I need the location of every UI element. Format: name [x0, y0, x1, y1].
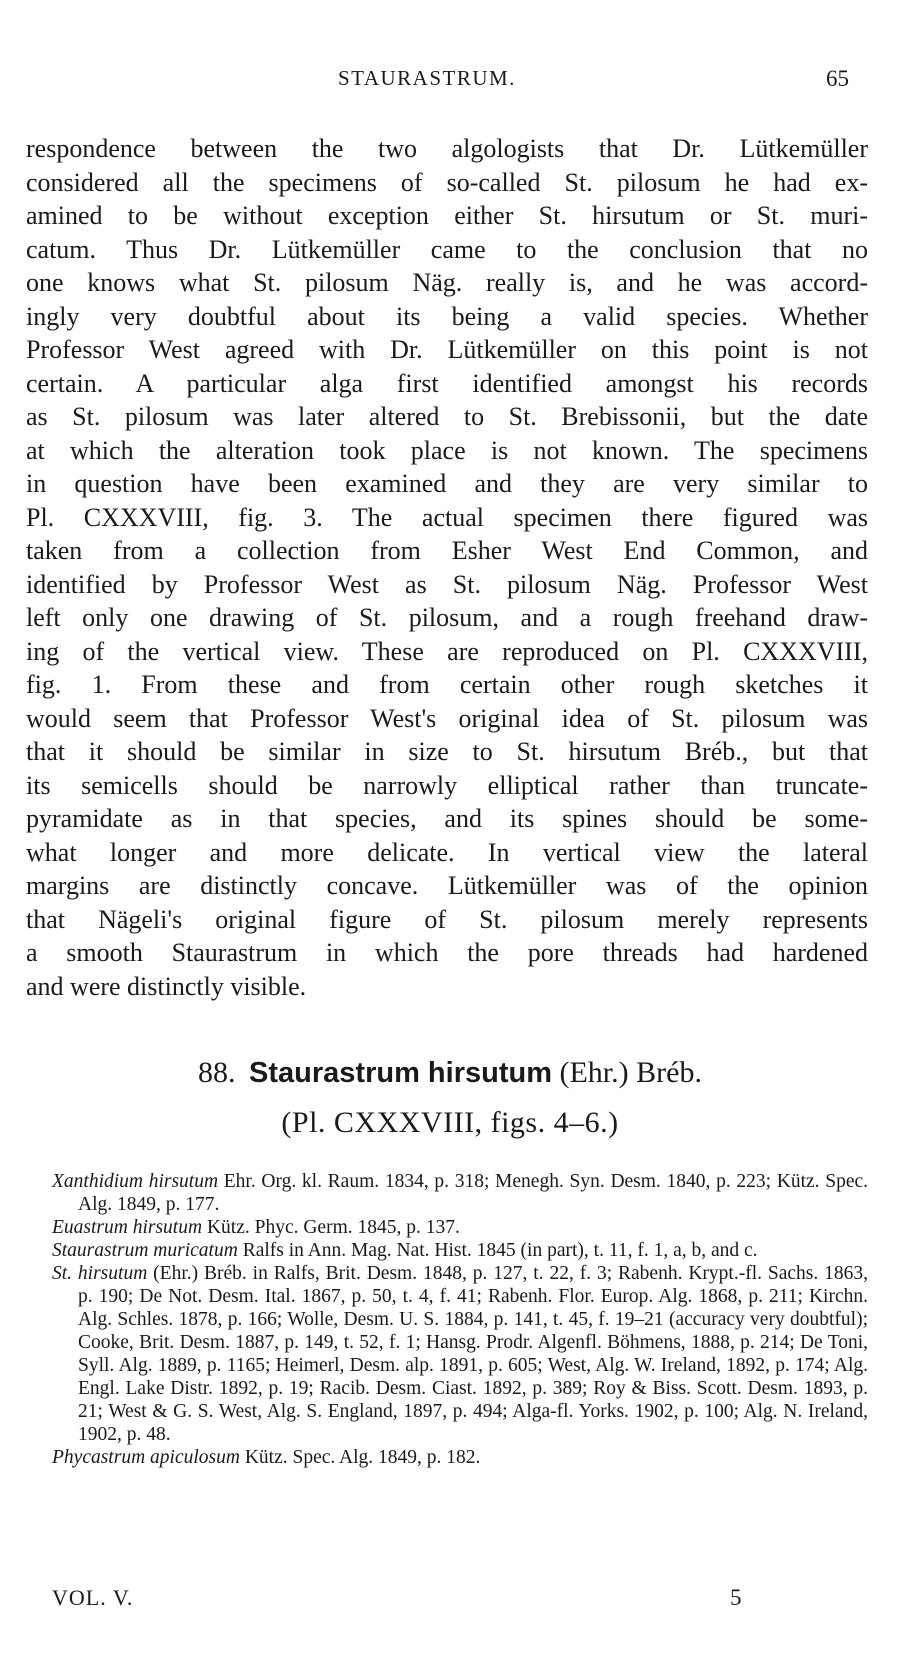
- page-number: 65: [826, 66, 849, 91]
- body-line: certain. A particular alga first identified amongst his records: [26, 368, 868, 398]
- body-line: ing of the vertical view. These are reproduced on Pl. CXXXVIII,: [26, 636, 868, 666]
- synonymy-entry: [52, 1262, 868, 1446]
- synonym-citation: Kütz. Phyc. Germ. 1845, p. 137.: [202, 1217, 460, 1238]
- synonymy-entry: [52, 1446, 868, 1469]
- body-line: and were distinctly visible.: [26, 971, 307, 1001]
- body-line: at which the alteration took place is not known. The specimens: [26, 435, 868, 465]
- running-title: STAURASTRUM.: [338, 66, 516, 90]
- synonymy-entry: [52, 1239, 868, 1262]
- body-line: pyramidate as in that species, and its spines should be some-: [26, 804, 868, 833]
- species-heading: [0, 1056, 900, 1090]
- body-line: as St. pilosum was later altered to St. Brebissonii, but the date: [26, 402, 868, 431]
- body-line: taken from a collection from Esher West End Common, and: [26, 536, 868, 565]
- body-line: identified by Professor West as St. pilosum Näg. Professor West: [26, 569, 868, 599]
- page-footer: [0, 1585, 900, 1625]
- synonymy-list: [52, 1170, 868, 1469]
- body-line: would seem that Professor West's original idea of St. pilosum was: [26, 703, 868, 733]
- synonym-taxon: Xanthidium hirsutum: [52, 1171, 219, 1192]
- synonym-citation: Ralfs in Ann. Mag. Nat. Hist. 1845 (in part), t. 11, f. 1, a, b, and c.: [237, 1240, 758, 1261]
- body-line: fig. 1. From these and from certain other rough sketches it: [26, 670, 868, 699]
- volume-mark: VOL. V.: [52, 1585, 134, 1610]
- body-line: Pl. CXXXVIII, fig. 3. The actual specimen there figured was: [26, 502, 868, 532]
- body-line: that it should be similar in size to St. hirsutum Bréb., but that: [26, 737, 868, 766]
- body-line: Professor West agreed with Dr. Lütkemüller on this point is not: [26, 335, 868, 364]
- body-line: considered all the specimens of so-called St. pilosum he had ex-: [26, 167, 868, 197]
- synonym-taxon: Euastrum hirsutum: [52, 1217, 203, 1238]
- body-line: one knows what St. pilosum Näg. really is, and he was accord-: [26, 268, 868, 297]
- species-name: Staurastrum hirsutum: [249, 1057, 552, 1089]
- synonym-taxon: Phycastrum apiculosum: [52, 1447, 240, 1468]
- plate-reference: (Pl. CXXXVIII, figs. 4–6.): [281, 1106, 619, 1139]
- synonym-citation: Ehr. Org. kl. Raum. 1834, p. 318; Menegh. Syn. Desm. 1840, p. 223; Kütz. Spec. Alg. 1849, p. 177.: [78, 1171, 869, 1215]
- body-line: catum. Thus Dr. Lütkemüller came to the conclusion that no: [26, 234, 868, 264]
- species-authority: (Ehr.) Bréb.: [559, 1056, 702, 1089]
- body-line: amined to be without exception either St. hirsutum or St. muri-: [26, 201, 868, 230]
- body-line: ingly very doubtful about its being a valid species. Whether: [26, 301, 868, 331]
- body-line: that Nägeli's original figure of St. pilosum merely represents: [26, 904, 868, 934]
- body-line: in question have been examined and they are very similar to: [26, 469, 868, 498]
- synonymy-entry: [52, 1216, 868, 1239]
- body-line: left only one drawing of St. pilosum, and a rough freehand draw-: [26, 603, 868, 632]
- body-line: margins are distinctly concave. Lütkemüller was of the opinion: [26, 871, 868, 900]
- species-number: 88.: [198, 1056, 236, 1089]
- synonymy-entry: [52, 1170, 868, 1216]
- synonym-taxon: Staurastrum muricatum: [52, 1240, 238, 1261]
- page-header: [0, 62, 900, 102]
- body-line: its semicells should be narrowly elliptical rather than truncate-: [26, 770, 868, 800]
- synonym-citation: Kütz. Spec. Alg. 1849, p. 182.: [239, 1447, 481, 1468]
- body-paragraph: [26, 132, 868, 1003]
- body-line: a smooth Staurastrum in which the pore threads had hardened: [26, 938, 868, 967]
- body-line: what longer and more delicate. In vertical view the lateral: [26, 837, 868, 867]
- synonym-taxon: St. hirsutum: [52, 1263, 148, 1284]
- synonym-citation: (Ehr.) Bréb. in Ralfs, Brit. Desm. 1848, p. 127, t. 22, f. 3; Rabenh. Krypt.-fl. Sachs. 1863, p. 190; De Not. Desm. Ital. 1867, p. 50, t. 4, f. 41; Rabenh. Flor. Europ. Alg. 1868, p. 211; Kirchn. Alg. Schles. 1878, p. 166; Wolle, Desm. U. S. 1884, p. 141, t. 45, f. 19–21 (accuracy very doubtful); Cooke, Brit. Desm. 1887, p. 149, t. 52, f. 1; Hansg. Prodr. Algenfl. Böhmens, 1888, p. 214; De Toni, Syll. Alg. 1889, p. 1165; Heimerl, Desm. alp. 1891, p. 605; West, Alg. W. Ireland, 1892, p. 174; Alg. Engl. Lake Distr. 1892, p. 19; Racib. Desm. Ciast. 1892, p. 389; Roy & Biss. Scott. Desm. 1893, p. 21; West & G. S. West, Alg. S. England, 1897, p. 494; Alga-fl. Yorks. 1902, p. 100; Alg. N. Ireland, 1902, p. 48.: [78, 1263, 869, 1445]
- body-line: respondence between the two algologists that Dr. Lütkemüller: [26, 134, 868, 163]
- signature-mark: 5: [730, 1585, 742, 1610]
